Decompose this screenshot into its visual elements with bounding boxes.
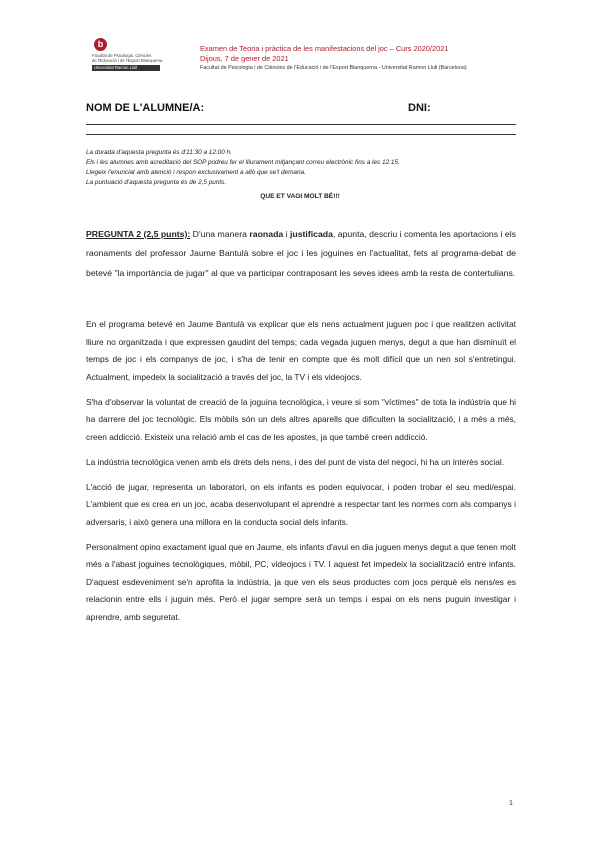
instructions-block — [86, 148, 516, 188]
exam-date: Dijous, 7 de gener de 2021 — [200, 54, 289, 63]
question-emphasis-reasoned: raonada — [249, 229, 284, 239]
page-number: 1 — [509, 800, 513, 807]
answer-paragraph: La indústria tecnològica venen amb els drets dels nens, i des del punt de vista del negoci, hi ha un interès social. — [86, 456, 505, 467]
student-name-label: NOM DE L'ALUMNE/A: — [86, 102, 205, 114]
student-answer — [86, 316, 516, 634]
answer-paragraph: S'ha d'observar la voluntat de creació de la joguina tecnològica, i veure si som "víctimes" de tota la indústria que hi ha darrere del joc tecnològic. Els mòbils són un dels altres aparells que dificulten la socialització, i a més a més, creen addicció. Existeix una relació amb el cas de les apostes, ja que també creen addicció. — [86, 396, 516, 442]
question-text-part: D'una manera — [190, 229, 250, 239]
student-info-row — [86, 102, 516, 114]
answer-paragraph: L'acció de jugar, representa un laboratori, on els infants es poden equivocar, i poden trobar el seu medi/espai. L'ambient que es crea en un joc, acaba desenvolupant el aprendre a respectar tant les normes com als companys i adversaris, i això genera una millora en la conducta social dels infants. — [86, 481, 516, 527]
instruction-duration: La durada d'aquesta pregunta és d'11:30 a 12:00 h. — [86, 149, 232, 156]
university-logo — [92, 38, 164, 71]
question-text-part: i — [283, 229, 290, 239]
question-text-part: , apunta, descriu i comenta les aportacions i els raonaments del professor Jaume Bantulà sobre el joc i les joguines en l'actualitat, fets al programa-debat de betevé "la importància de jugar" al que va participar contraposant les seves idees amb la resta de contertulians. — [86, 229, 516, 278]
answer-paragraph: En el programa betevé en Jaume Bantulà va explicar que els nens actualment juguen poc i que realitzen activitat lliure no organitzada i que expressen gaudint del temps; cada vegada juguen menys, degut a que han disminuït el temps de joc i els companys de joc, i s'ha de tenir en compte que és molt difícil que un nen sol s'entretingui. Actualment, impedeix la socialització a través del joc, la TV i els videojocs. — [86, 319, 516, 382]
logo-text-line-2: de l'Educació i de l'Esport Blanquerna — [92, 58, 163, 63]
logo-university-bar: Universitat Ramon Llull — [92, 65, 160, 71]
logo-text-line-1: Facultat de Psicologia, Ciències — [92, 53, 152, 58]
instruction-read-carefully: Llegeix l'enunciat amb atenció i respon exclusivament a allò que se't demana. — [86, 169, 306, 176]
question-emphasis-justified: justificada — [289, 229, 333, 239]
instruction-sop-delivery: Els i les alumnes amb acreditació del SOP podreu fer el lliurament mitjançant correu electrònic fins a les 12:15. — [86, 159, 400, 166]
divider-top — [86, 124, 516, 125]
question-statement — [86, 225, 516, 283]
logo-emblem-icon: b — [94, 38, 107, 51]
instruction-score: La puntuació d'aquesta pregunta és de 2,5 punts. — [86, 179, 227, 186]
exam-title: Examen de Teoria i pràctica de les manifestacions del joc – Curs 2020/2021 — [200, 44, 449, 53]
divider-bottom — [86, 134, 516, 135]
document-header — [200, 44, 530, 72]
question-label: PREGUNTA 2 (2,5 punts): — [86, 229, 191, 239]
answer-paragraph: Personalment opino exactament igual que en Jaume, els infants d'avui en dia juguen menys degut a que tenen molt més a l'abast joguines tecnològiques, mòbil, PC, videojocs i TV. I aquest fet impedeix la socialització entre infants. D'aquest esdeveniment se'n aprofita la indústria, ja que ven els seus productes com jocs perquè els nens/es es relacionin entre ells i juguin més. Però el jugar sempre serà un temps i espai on els nens puguin investigar i aprendre, amb seguretat. — [86, 541, 516, 622]
faculty-name: Facultat de Psicologia i de Ciències de l'Educació i de l'Esport Blanquerna - Universitat Ramon Llull (Barcelona) — [200, 65, 467, 71]
dni-label: DNI: — [408, 102, 431, 114]
good-luck-message: QUE ET VAGI MOLT BÉ!!! — [260, 193, 340, 200]
